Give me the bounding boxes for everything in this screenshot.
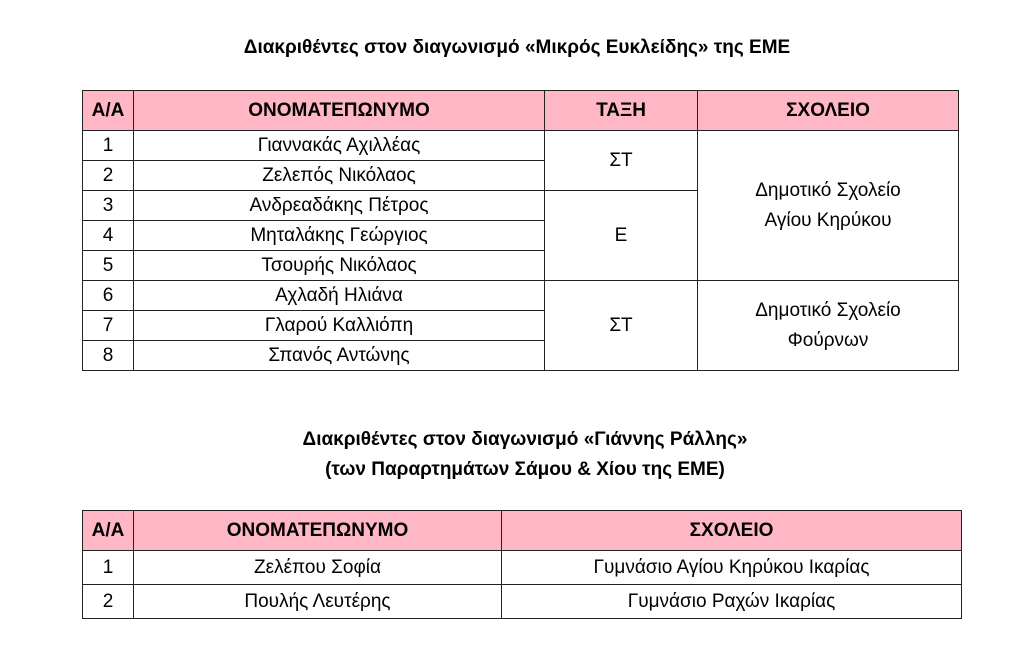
row-number: 2: [83, 585, 134, 619]
school-line: Φούρνων: [787, 329, 869, 351]
school-cell: Γυμνάσιο Ραχών Ικαρίας: [502, 585, 962, 619]
student-name: Αχλαδή Ηλιάνα: [134, 281, 545, 311]
header-school: ΣΧΟΛΕΙΟ: [698, 91, 959, 131]
student-name: Μηταλάκης Γεώργιος: [134, 221, 545, 251]
student-name: Πουλής Λευτέρης: [134, 585, 502, 619]
table-row: [83, 585, 962, 619]
table-row: [83, 131, 959, 161]
header-aa: Α/Α: [83, 511, 134, 551]
school-cell: Γυμνάσιο Αγίου Κηρύκου Ικαρίας: [502, 551, 962, 585]
student-name: Ζελέπου Σοφία: [134, 551, 502, 585]
school-line: Δημοτικό Σχολείο: [755, 179, 901, 201]
row-number: 6: [83, 281, 134, 311]
row-number: 1: [83, 131, 134, 161]
rallis-results-table: [82, 510, 962, 619]
row-number: 3: [83, 191, 134, 221]
school-cell: [698, 281, 959, 371]
student-name: Ανδρεαδάκης Πέτρος: [134, 191, 545, 221]
school-line: Αγίου Κηρύκου: [764, 209, 892, 231]
header-name: ΟΝΟΜΑΤΕΠΩΝΥΜΟ: [134, 91, 545, 131]
row-number: 8: [83, 341, 134, 371]
header-grade: ΤΑΞΗ: [545, 91, 698, 131]
grade-cell: ΣΤ: [545, 281, 698, 371]
school-cell: [698, 131, 959, 281]
euclid-results-table: [82, 90, 959, 371]
header-name: ΟΝΟΜΑΤΕΠΩΝΥΜΟ: [134, 511, 502, 551]
header-aa: Α/Α: [83, 91, 134, 131]
table-header-row: [83, 91, 959, 131]
grade-cell: ΣΤ: [545, 131, 698, 191]
section2-subtitle: (των Παραρτημάτων Σάμου & Χίου της ΕΜΕ): [325, 459, 725, 480]
row-number: 5: [83, 251, 134, 281]
row-number: 1: [83, 551, 134, 585]
section2-title: Διακριθέντες στον διαγωνισμό «Γιάννης Ράλλης»: [302, 429, 748, 450]
row-number: 2: [83, 161, 134, 191]
table-header-row: [83, 511, 962, 551]
table-row: [83, 551, 962, 585]
student-name: Τσουρής Νικόλαος: [134, 251, 545, 281]
student-name: Σπανός Αντώνης: [134, 341, 545, 371]
row-number: 7: [83, 311, 134, 341]
grade-cell: Ε: [545, 191, 698, 281]
student-name: Γλαρού Καλλιόπη: [134, 311, 545, 341]
student-name: Γιαννακάς Αχιλλέας: [134, 131, 545, 161]
student-name: Ζελεπός Νικόλαος: [134, 161, 545, 191]
school-line: Δημοτικό Σχολείο: [755, 299, 901, 321]
table-row: [83, 281, 959, 311]
row-number: 4: [83, 221, 134, 251]
section1-title: Διακριθέντες στον διαγωνισμό «Μικρός Ευκλείδης» της ΕΜΕ: [243, 37, 791, 58]
header-school: ΣΧΟΛΕΙΟ: [502, 511, 962, 551]
